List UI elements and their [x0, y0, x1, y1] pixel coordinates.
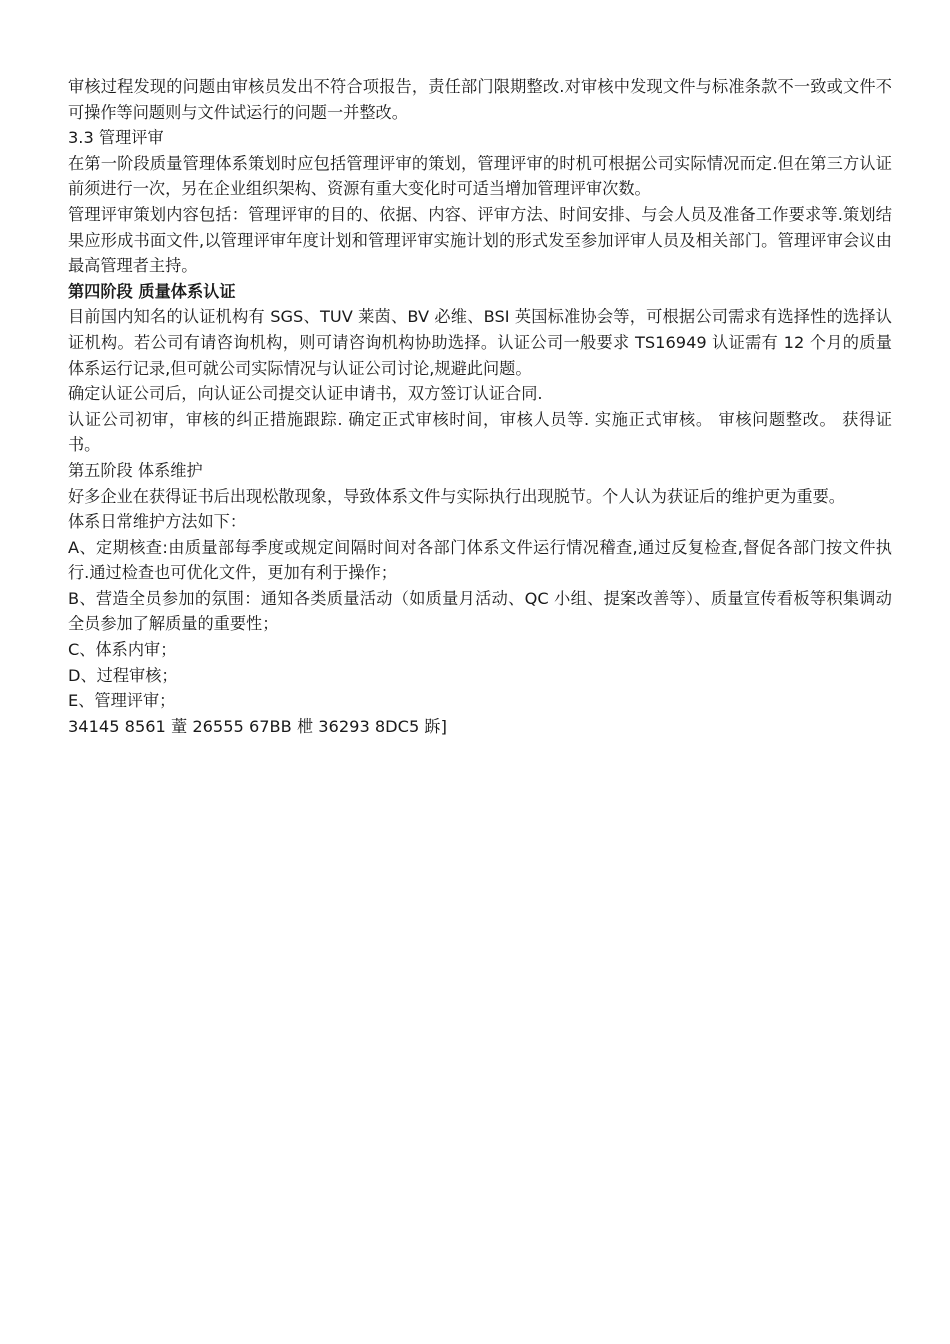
list-item-e: E、管理评审； — [68, 691, 176, 711]
paragraph-maintenance-methods-intro: 体系日常维护方法如下： — [68, 512, 247, 532]
paragraph-review-timing: 在第一阶段质量管理体系策划时应包括管理评审的策划，管理评审的时机可根据公司实际情况而定.但在第三方认证前须进行一次，另在企业组织架构、资源有重大变化时可适当增加管理评审次数。 — [68, 153, 892, 199]
heading-stage-four: 第四阶段 质量体系认证 — [68, 281, 236, 301]
paragraph-certification-contract: 确定认证公司后，向认证公司提交认证申请书，双方签订认证合同. — [68, 384, 543, 404]
paragraph-maintenance-importance: 好多企业在获得证书后出现松散现象，导致体系文件与实际执行出现脱节。个人认为获证后的维护更为重要。 — [68, 486, 845, 506]
list-item-d: D、过程审核； — [68, 665, 178, 685]
document-page — [68, 74, 892, 739]
section-title-management-review: 3.3 管理评审 — [68, 128, 164, 148]
trailing-code-line: 34145 8561 蕫 26555 67BB 枻 36293 8DC5 跅] — [68, 716, 447, 736]
paragraph-audit-issues: 审核过程发现的问题由审核员发出不符合项报告，责任部门限期整改.对审核中发现文件与标准条款不一致或文件不可操作等问题则与文件试运行的问题一并整改。 — [68, 77, 892, 122]
paragraph-certification-steps: 认证公司初审，审核的纠正措施跟踪. 确定正式审核时间，审核人员等. 实施正式审核。 审核问题整改。 获得证书。 — [68, 409, 892, 455]
list-item-c: C、体系内审； — [68, 640, 177, 660]
heading-stage-five: 第五阶段 体系维护 — [68, 460, 203, 480]
paragraph-review-planning: 管理评审策划内容包括：管理评审的目的、依据、内容、评审方法、时间安排、与会人员及准备工作要求等.策划结果应形成书面文件,以管理评审年度计划和管理评审实施计划的形式发至参加评审人员及相关部门。管理评审会议由最高管理者主持。 — [68, 204, 892, 276]
paragraph-certification-bodies: 目前国内知名的认证机构有 SGS、TUV 莱茵、BV 必维、BSI 英国标准协会等，可根据公司需求有选择性的选择认证机构。若公司有请咨询机构，则可请咨询机构协助选择。认证公司一般要求 TS16949 认证需有 12 个月的质量体系运行记录,但可就公司实际情况与认证公司讨论,规避此问题。 — [68, 307, 892, 378]
list-item-a: A、定期核查:由质量部每季度或规定间隔时间对各部门体系文件运行情况稽查,通过反复检查,督促各部门按文件执行.通过检查也可优化文件，更加有利于操作； — [68, 537, 892, 583]
list-item-b: B、营造全员参加的氛围：通知各类质量活动（如质量月活动、QC 小组、提案改善等）、质量宣传看板等积集调动全员参加了解质量的重要性； — [68, 588, 892, 634]
